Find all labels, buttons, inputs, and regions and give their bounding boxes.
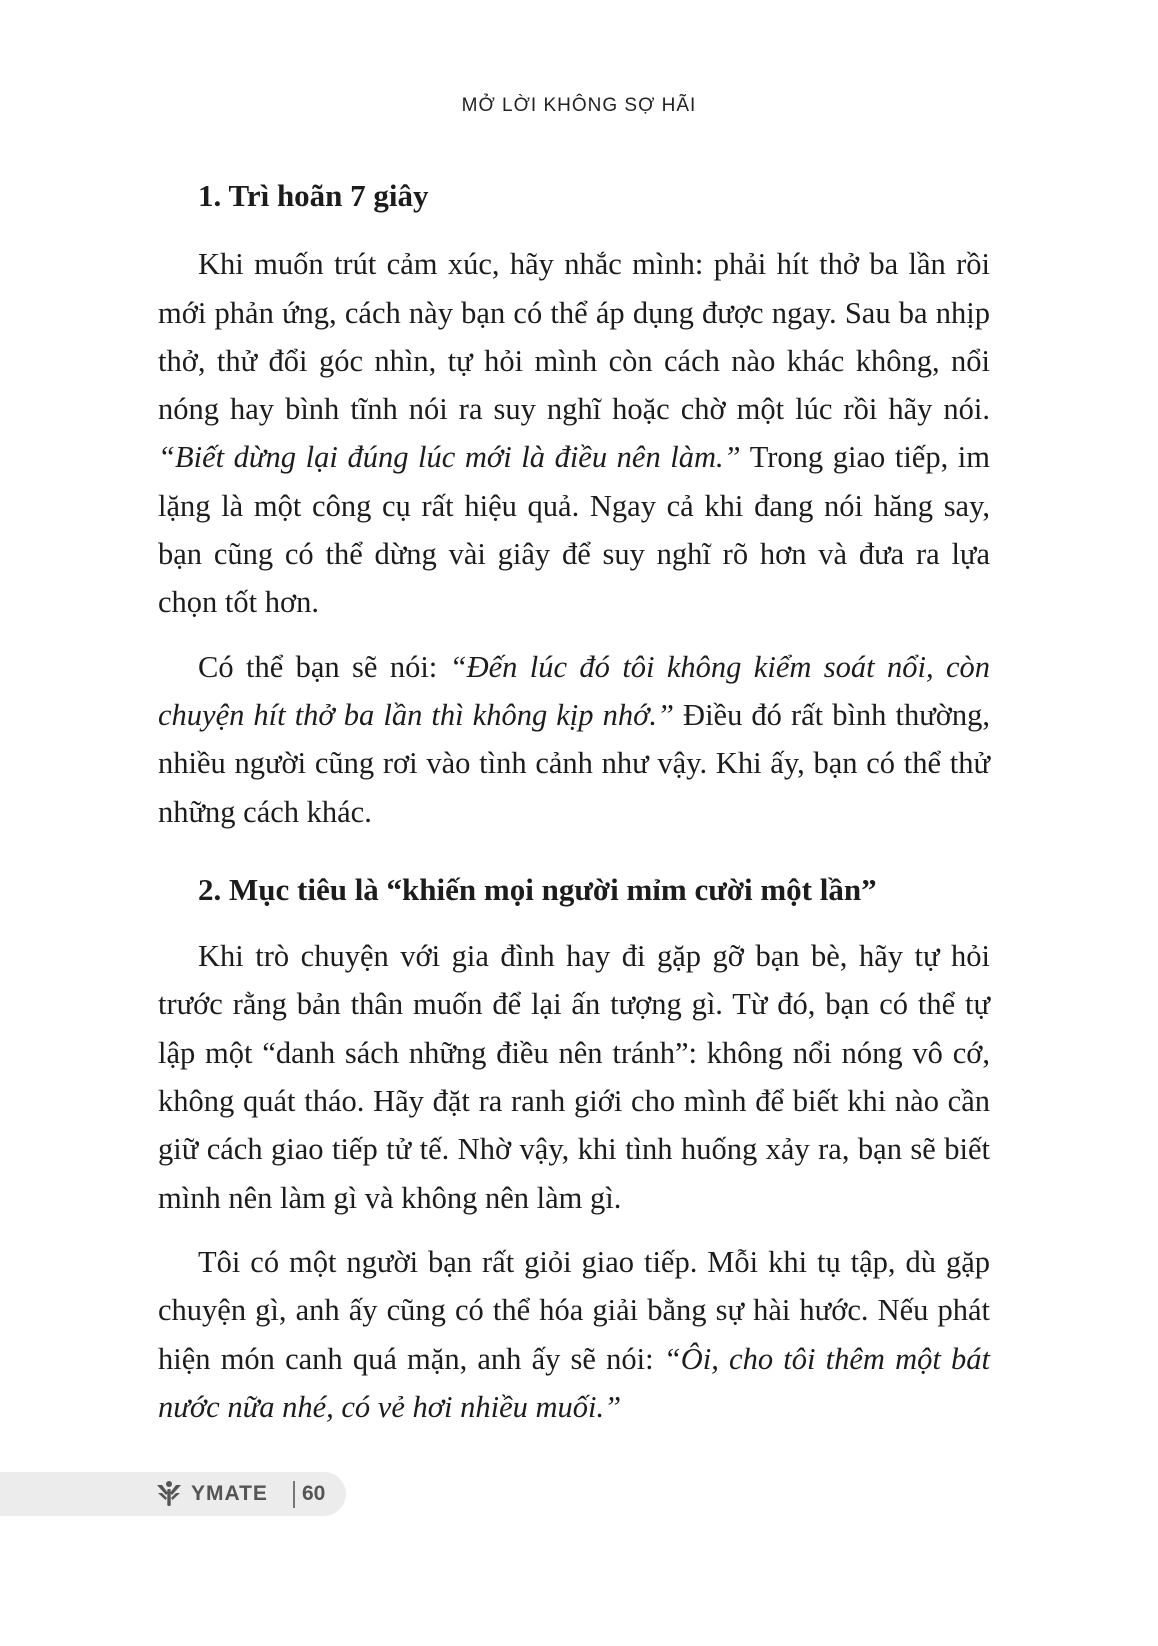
body-text [158,176,990,1431]
text-run: Khi trò chuyện với gia đình hay đi gặp gỡ bạn bè, hãy tự hỏi trước rằng bản thân muốn để lại ấn tượng gì. Từ đó, bạn có thể tự lập một “danh sách những điều nên tránh”: không nổi nóng vô cớ, không quát tháo. Hãy đặt ra ranh giới cho mình để biết khi nào cần giữ cách giao tiếp tử tế. Nhờ vậy, khi tình huống xảy ra, bạn sẽ biết mình nên làm gì và không nên làm gì. [158,939,990,1215]
paragraph [158,932,990,1222]
text-run: Có thể bạn sẽ nói: [198,649,450,684]
text-run: Trong giao tiếp, im lặng là một công cụ rất hiệu quả. Ngay cả khi đang nói hăng say, bạn cũng có thể dừng vài giây để suy nghĩ rõ hơn và đưa ra lựa chọn tốt hơn. [158,440,991,620]
quote-run: “Biết dừng lại đúng lúc mới là điều nên làm.” [158,440,741,475]
brand-name: YMATE [191,1482,268,1505]
paragraph [158,1238,990,1431]
section-2-body [158,932,990,1431]
running-header: MỞ LỜI KHÔNG SỢ HÃI [461,95,697,116]
page-footer [0,1472,346,1516]
paragraph [158,240,990,626]
footer-divider [293,1481,295,1508]
paragraph [158,643,990,836]
quote-run: “Đến lúc đó tôi không kiểm soát nổi, còn chuyện hít thở ba lần thì không kịp nhớ.” [158,649,990,732]
section-1-body [158,240,990,836]
text-run: Khi muốn trút cảm xúc, hãy nhắc mình: phải hít thở ba lần rồi mới phản ứng, cách này bạn có thể áp dụng được ngay. Sau ba nhịp thở, thử đổi góc nhìn, tự hỏi mình còn cách nào khác không, nổi nóng hay bình tĩnh nói ra suy nghĩ hoặc chờ một lúc rồi hãy nói. [158,247,990,427]
quote-run: “Ôi, cho tôi thêm một bát nước nữa nhé, có vẻ hơi nhiều muối.” [158,1341,990,1424]
text-run: Tôi có một người bạn rất giỏi giao tiếp. Mỗi khi tụ tập, dù gặp chuyện gì, anh ấy cũng có thể hóa giải bằng sự hài hước. Nếu phát hiện món canh quá mặn, anh ấy sẽ nói: [158,1244,990,1376]
ymate-logo-icon [154,1479,184,1509]
page-number: 60 [302,1482,326,1505]
section-heading-1: 1. Trì hoãn 7 giây [198,178,429,213]
text-run: Điều đó rất bình thường, nhiều người cũng rơi vào tình cảnh như vậy. Khi ấy, bạn có thể thử những cách khác. [158,697,991,829]
section-heading-2: 2. Mục tiêu là “khiến mọi người mỉm cười một lần” [198,871,877,907]
